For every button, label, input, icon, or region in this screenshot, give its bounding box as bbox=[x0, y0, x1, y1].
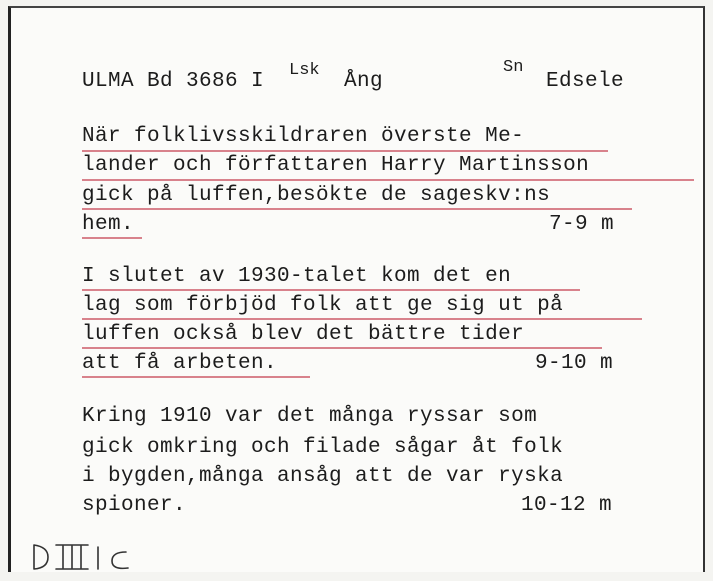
underline bbox=[82, 150, 608, 152]
underline bbox=[82, 289, 580, 291]
paragraph-2-line-3: luffen också blev det bättre tider bbox=[82, 323, 525, 346]
archive-reference: ULMA Bd 3686 I bbox=[82, 70, 265, 93]
sn-label: Sn bbox=[503, 58, 524, 77]
paragraph-2-line-1: I slutet av 1930-talet kom det en bbox=[82, 265, 512, 288]
lsk-label: Lsk bbox=[289, 61, 320, 80]
underline bbox=[82, 376, 310, 378]
paragraph-3-line-2: gick omkring och filade sågar åt folk bbox=[82, 436, 564, 459]
paragraph-3-range: 10-12 m bbox=[521, 494, 613, 517]
underline bbox=[82, 237, 142, 239]
paragraph-1-line-1: När folklivsskildraren överste Me- bbox=[82, 125, 525, 148]
paragraph-2-line-2: lag som förbjöd folk att ge sig ut på bbox=[82, 294, 564, 317]
paragraph-1-line-3: gick på luffen,besökte de sageskv:ns bbox=[82, 184, 551, 207]
paragraph-1-line-2: lander och författaren Harry Martinsson bbox=[82, 154, 590, 177]
paragraph-3-line-4: spioner. bbox=[82, 494, 187, 517]
paragraph-1-line-4: hem. bbox=[82, 213, 135, 236]
underline bbox=[82, 179, 694, 181]
underline bbox=[82, 208, 632, 210]
lsk-value: Ång bbox=[344, 70, 384, 93]
paragraph-3-line-3: i bygden,många ansåg att de var ryska bbox=[82, 465, 564, 488]
paragraph-3-line-1: Kring 1910 var det många ryssar som bbox=[82, 405, 538, 428]
paragraph-1-range: 7-9 m bbox=[549, 213, 615, 236]
paragraph-2-range: 9-10 m bbox=[535, 352, 614, 375]
underline bbox=[82, 347, 602, 349]
paragraph-2-line-4: att få arbeten. bbox=[82, 352, 278, 375]
handwritten-note bbox=[30, 540, 150, 576]
sn-value: Edsele bbox=[546, 70, 625, 93]
underline bbox=[82, 318, 642, 320]
